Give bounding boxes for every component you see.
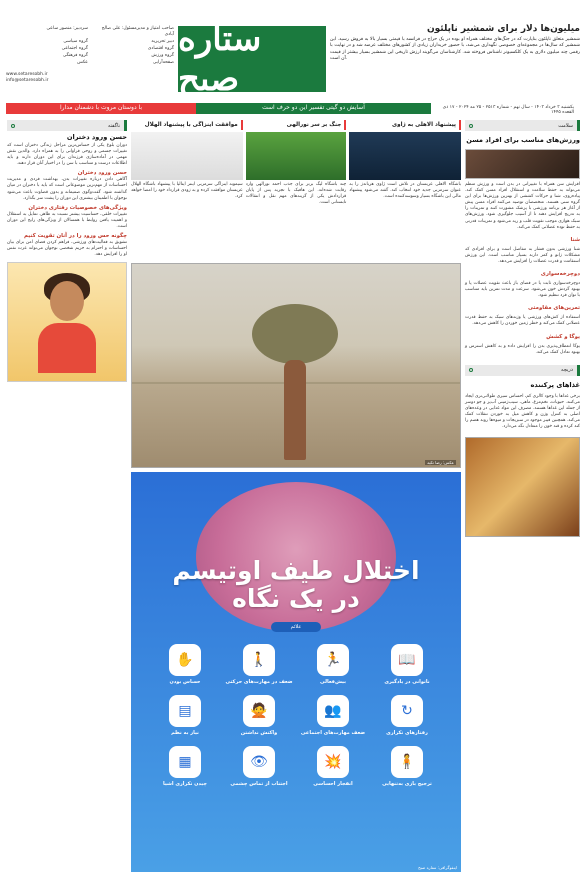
book-icon: 📖	[391, 644, 423, 676]
sport-story-title[interactable]: پیشنهاد الاهلی به ژاوی	[349, 120, 461, 130]
symptom-label: حساس بودن	[169, 678, 201, 685]
article-body: برخی غذاها با وجود کالری کم، احساس سیری طولانی‌تری ایجاد می‌کنند. حبوبات، تخم‌مرغ، ماهی، سیب‌زمینی آب‌پز و جو دوسر از جمله این غذاها هستند. مصرف این مواد غذایی در وعده‌های اصلی به کنترل وزن و کاهش میل به خوردن تنقلات کمک می‌کند. همچنین فیبر موجود در سبزیجات و میوه‌ها روند هضم را کند کرده و قند خون را متعادل نگه می‌دارد.	[465, 393, 580, 430]
symptom-label: ضعف در مهارت‌های حرکتی	[225, 678, 293, 685]
symptom-label: ترجیح بازی به‌تنهایی	[382, 780, 432, 787]
autism-infographic	[131, 472, 461, 872]
section-tag-label: دریچه	[561, 367, 573, 374]
article-body: دوران بلوغ یکی از حساس‌ترین مراحل زندگی دختران است که تغییرات جسمی و روحی فراوانی را به همراه دارد. والدین نقش مهمی در آماده‌سازی فرزندان برای این دوران دارند و باید اطلاعات درست و متناسب با سن را در اختیار آنان قرار دهند.	[7, 143, 127, 167]
sport-story	[349, 120, 461, 259]
section-tag-label: ناگفته	[107, 122, 120, 129]
symptom-item	[299, 746, 367, 787]
credit-item: دبیر تحریریه	[151, 39, 174, 44]
article-subtitle: یوگا و کشش	[546, 333, 580, 340]
article-body: افزایش سن همراه با تغییراتی در بدن است و ورزش منظم می‌تواند به حفظ سلامت و استقلال افراد مسن کمک کند. پیاده‌روی، شنا و حرکات کششی از بهترین ورزش‌ها برای این گروه سنی هستند. متخصصان توصیه می‌کنند افراد مسن پیش از آغاز هر برنامه ورزشی با پزشک مشورت کنند و تمرینات را به تدریج افزایش دهند تا از آسیب جلوگیری شود. ورزش‌های سبک هوازی موجب تقویت قلب و ریه می‌شود و تمرینات قدرتی به حفظ توده عضلانی کمک می‌کند.	[465, 182, 580, 230]
credit-item: عکس	[77, 60, 88, 65]
article-body: شنا ورزشی بدون فشار به مفاصل است و برای افرادی که مشکلات زانو و کمر دارند بسیار مناسب است. این ورزش استقامت و قدرت عضلات را افزایش می‌دهد.	[465, 246, 580, 264]
slogan-main: آسایش دو گیتی تفسیر این دو حرف است	[196, 103, 431, 114]
left-column	[7, 120, 127, 872]
article-photo	[465, 149, 580, 179]
credit-item: صفحه‌آرایی	[152, 60, 174, 65]
article-title[interactable]: حسن ورود دختران	[66, 133, 127, 141]
symptom-item	[151, 644, 219, 685]
sport-photo	[246, 132, 347, 180]
infographic-title-line: اختلال طیف اوتیسم	[172, 555, 420, 585]
article-body: استفاده از کش‌های ورزشی یا وزنه‌های سبک به حفظ قدرت عضلانی کمک می‌کند و خطر زمین خوردن را کاهش می‌دهد.	[465, 315, 580, 327]
symptom-label: رفتارهای تکراری	[386, 729, 428, 736]
website-link[interactable]: www.setaresobh.ir	[6, 72, 48, 77]
symptoms-grid	[151, 644, 441, 787]
alone-icon: 🧍	[391, 746, 423, 778]
sport-story-body: سیمونه اینزاگی سرمربی اینتر ایتالیا با پیشنهاد باشگاه الهلال عربستان موافقت کرده و به زودی قرارداد خود را امضا خواهد کرد.	[131, 182, 243, 200]
sport-story-title[interactable]: جنگ بر سر نورالهی	[246, 120, 347, 130]
sensitive-icon: ✋	[169, 644, 201, 676]
symptom-item	[373, 746, 441, 787]
article-body: آگاهی دادن درباره تغییرات بدن، بهداشت فردی و مدیریت احساسات از مهم‌ترین موضوعاتی است که باید با دختران در میان گذاشته شود. گفت‌وگوی صمیمانه و بدون قضاوت باعث می‌شود نوجوان با اطمینان بیشتری این دوران را پشت سر بگذارد.	[7, 177, 127, 201]
sport-photo	[349, 132, 461, 180]
credit-item: سردبیر: منصور ساعی	[46, 26, 88, 31]
sport-story-title[interactable]: موافقت اینزاگی با پیشنهاد الهلال	[131, 120, 243, 130]
article-subtitle: ویژگی‌های خصوصیات رفتاری دختران	[28, 204, 127, 211]
article-body: دوچرخه‌سواری ثابت یا در فضای باز باعث تقویت عضلات پا و بهبود گردش خون می‌شود. سرعت و مدت تمرین باید متناسب با توان فرد تنظیم شود.	[465, 281, 580, 299]
social-icon: 👥	[317, 695, 349, 727]
lead-story-title[interactable]: میلیون‌ها دلار برای شمشیر ناپلئون	[426, 24, 580, 34]
symptom-item	[373, 695, 441, 736]
header	[6, 4, 580, 100]
right-column	[465, 120, 580, 872]
credit-item: گروه اجتماعی	[61, 46, 88, 51]
order-icon: ▤	[169, 695, 201, 727]
girl-illustration	[7, 262, 127, 382]
emotion-icon: 💥	[317, 746, 349, 778]
article-subtitle: تمرین‌های مقاومتی	[527, 305, 580, 312]
section-tag-health	[465, 120, 580, 131]
credit-item: صاحب امتیاز و مدیرمسئول: علی صالح آبادی	[101, 26, 174, 37]
stack-icon: ▦	[169, 746, 201, 778]
sport-story	[131, 120, 243, 259]
symptom-label: چیدن تکراری اشیا	[163, 780, 207, 787]
credit-item: گروه فرهنگی	[62, 53, 88, 58]
center-column	[131, 120, 461, 872]
header-lead-story	[330, 4, 580, 100]
symptom-label: واکنش نداشتن	[240, 729, 278, 736]
article-body: تغییرات خلقی، حساسیت بیشتر نسبت به ظاهر، تمایل به استقلال و اهمیت یافتن روابط با همسالان از ویژگی‌های رایج این دوران است.	[7, 211, 127, 229]
infographic-credit: اینفوگرافی: ستاره صبح	[418, 865, 457, 871]
credit-item: گروه ورزش	[151, 53, 174, 58]
sports-row	[131, 120, 461, 259]
section-tag-window	[465, 365, 580, 376]
email-link[interactable]: info@setaresobh.ir	[6, 78, 49, 83]
page-body	[6, 120, 580, 872]
food-photo	[465, 437, 580, 537]
article-subtitle: دوچرخه‌سواری	[540, 271, 580, 278]
symptom-item	[151, 695, 219, 736]
no-reaction-icon: 🙅	[243, 695, 275, 727]
illustration-body	[38, 323, 96, 373]
symptom-label: انفجار احساسی	[313, 780, 353, 787]
illustration-face	[50, 281, 84, 321]
main-photo	[131, 263, 461, 468]
credit-item: گروه اقتصادی	[147, 46, 174, 51]
article-body: یوگا انعطاف‌پذیری بدن را افزایش داده و به کاهش استرس و بهبود تعادل کمک می‌کند.	[465, 343, 580, 355]
section-tag-untold	[7, 120, 127, 131]
symptom-item	[225, 695, 293, 736]
eye-icon: 👁	[243, 746, 275, 778]
photo-credit: عکس: رضا تکیه	[427, 459, 454, 465]
sport-story-body: باشگاه الاهلی عربستان در تلاش است ژاوی هرناندز را به عنوان سرمربی جدید خود انتخاب کند. گفته می‌شود پیشنهاد مالی این باشگاه بسیار وسوسه‌کننده است.	[349, 182, 461, 200]
repeat-icon: ↻	[391, 695, 423, 727]
symptoms-label: علائم	[271, 622, 321, 632]
symptom-label: ضعف مهارت‌های اجتماعی	[300, 729, 366, 736]
circle-icon	[469, 368, 473, 372]
symptom-item	[299, 695, 367, 736]
symptom-item	[225, 644, 293, 685]
slogan-bar	[6, 103, 580, 114]
article-subtitle: شنا	[570, 236, 580, 243]
symptom-item	[299, 644, 367, 685]
firewood-bundle	[252, 304, 338, 364]
header-credits	[6, 4, 174, 100]
article-title[interactable]: غذاهای پرکننده	[530, 380, 580, 389]
walk-icon: 🚶	[243, 644, 275, 676]
symptom-item	[373, 644, 441, 685]
slogan-sub: با دوستان مروت با دشمنان مدارا	[6, 103, 196, 114]
circle-icon	[469, 124, 473, 128]
article-subtitle: چگونه حس ورود را در آنان تقویت کنیم	[23, 233, 127, 240]
circle-icon	[11, 124, 15, 128]
symptom-item	[225, 746, 293, 787]
symptom-label: ناتوانی در یادگیری	[384, 678, 430, 685]
symptom-label: اجتناب از تماس چشمی	[230, 780, 288, 787]
article-body: تشویق به فعالیت‌های ورزشی، فراهم کردن فضای امن برای بیان احساسات و احترام به حریم شخصی نوجوان می‌تواند عزت نفس او را افزایش دهد.	[7, 240, 127, 258]
issue-info: یکشنبه ۳ خرداد ۱۴۰۳ - سال نهم - شماره ۲۵۱۳ - ۲۵ مه ۲۰۲۴ - ۱۷ ذی القعده ۱۴۴۵	[442, 105, 574, 115]
sport-story-body: چند باشگاه لیگ برتر برای جذب احمد نورالهی وارد رقابت شده‌اند. این هافبک با تجربه پس از پایان قراردادش یکی از گزینه‌های مهم نقل و انتقالات تابستانی است.	[245, 182, 347, 206]
article-title[interactable]: ورزش‌های مناسب برای افراد مسن	[466, 136, 580, 144]
sport-photo	[131, 132, 243, 180]
symptom-item	[151, 746, 219, 787]
infographic-title	[131, 557, 461, 613]
credit-item: گروه سیاسی	[63, 39, 88, 44]
symptom-label: بیش‌فعالی	[320, 678, 346, 685]
man-figure	[284, 360, 306, 460]
lead-story-body: شمشیر متعلق ناپلئون بناپارت که در جنگ‌های مختلف همراه او بوده در یک حراج در فرانسه با قیمتی بسیار بالا به فروش رسید. این شمشیر که سال‌ها در مجموعه‌ای خصوصی نگهداری می‌شد، با حضور خریداران زیادی از کشورهای مختلف عرضه شد و در نهایت با رقمی چند میلیون دلاری به یک کلکسیونر ناشناس فروخته شد. کارشناسان می‌گویند ارزش تاریخی این شمشیر بسیار بیشتر از قیمت آن است.	[330, 37, 580, 62]
section-tag-label: سلامت	[558, 122, 573, 129]
symptom-label: نیاز به نظم	[171, 729, 199, 736]
infographic-title-line: در یک نگاه	[232, 583, 360, 613]
masthead-logo: ستاره صبح	[178, 26, 326, 92]
article-subtitle: حسن ورود دختران	[77, 170, 127, 177]
run-icon: 🏃	[317, 644, 349, 676]
sport-story	[246, 120, 347, 259]
